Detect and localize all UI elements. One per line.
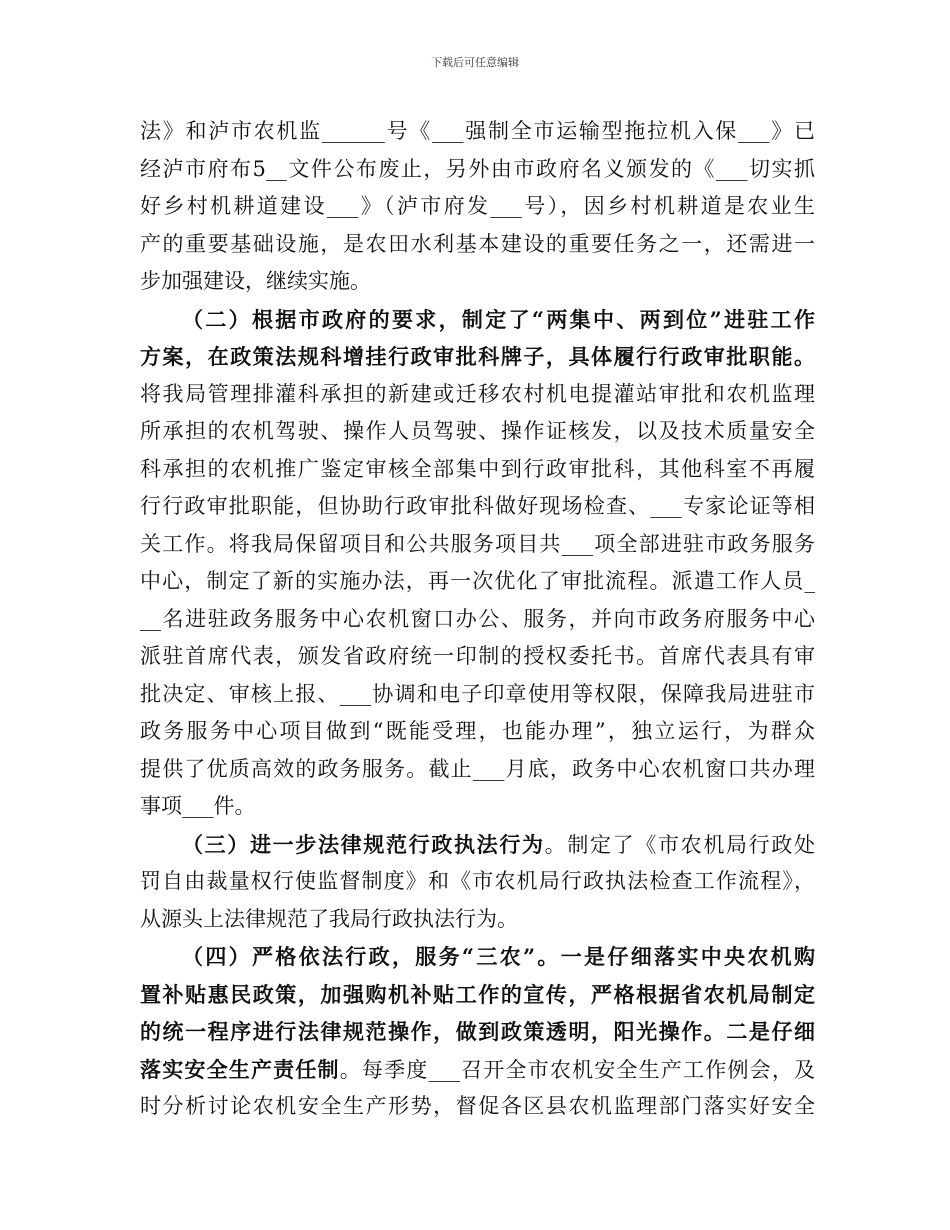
- text-fragment: 。每季度___召开全市农机安全生产工作例会，及: [339, 1057, 815, 1082]
- text-fragment: 。制定了《市农机局行政处: [544, 832, 815, 857]
- text-line: 科承担的农机推广鉴定审核全部集中到行政审批科，其他科室不再履: [140, 456, 815, 481]
- text-line: 罚自由裁量权行使监督制度》和《市农机局行政执法检查工作流程》，: [140, 869, 815, 893]
- page-header: 下载后可任意编辑: [431, 56, 519, 69]
- text-line: 法》和泸市农机监______号《___强制全市运输型拖拉机入保___》已: [140, 119, 815, 143]
- bold-phrase: 落实安全生产责任制: [140, 1056, 340, 1082]
- text-line: 好乡村机耕道建设___》（泸市府发___号），因乡村机耕道是农业生: [140, 194, 815, 218]
- section-heading-2: （二）根据市政府的要求，制定了“两集中、两到位”进驻工作: [182, 306, 815, 332]
- document-body: [140, 113, 815, 1126]
- section-heading-3: （三）进一步法律规范行政执法行为: [182, 831, 545, 857]
- section-heading-4: （四）严格依法行政，服务“三农”。一是仔细落实中央农机购: [182, 944, 815, 969]
- text-line: 将我局管理排灌科承担的新建或迁移农村机电提灌站审批和农机监理: [140, 381, 815, 406]
- text-line: 产的重要基础设施，是农田水利基本建设的重要任务之一，还需进一: [140, 231, 815, 256]
- text-line: 步加强建设，继续实施。: [140, 269, 371, 293]
- text-line: 行行政审批职能，但协助行政审批科做好现场检查、___专家论证等相: [140, 494, 815, 518]
- text-line: 政务服务中心项目做到“既能受理，也能办理”，独立运行，为群众: [140, 719, 815, 743]
- text-line: 从源头上法律规范了我局行政执法行为。: [140, 906, 518, 931]
- text-line: 所承担的农机驾驶、操作人员驾驶、操作证核发，以及技术质量安全: [140, 419, 815, 443]
- text-line-bold: 的统一程序进行法律规范操作，做到政策透明，阳光操作。二是仔细: [140, 1019, 815, 1044]
- text-line: 时分析讨论农机安全生产形势，督促各区县农机监理部门落实好安全: [140, 1094, 815, 1118]
- text-line: 事项___件。: [140, 794, 256, 818]
- section-line-3: [140, 826, 815, 864]
- text-line: 中心，制定了新的实施办法，再一次优化了审批流程。派遣工作人员_: [140, 569, 815, 593]
- text-line: 派驻首席代表，颁发省政府统一印制的授权委托书。首席代表具有审: [140, 644, 815, 668]
- text-line-bold: 置补贴惠民政策，加强购机补贴工作的宣传，严格根据省农机局制定: [140, 981, 815, 1007]
- text-line: __名进驻政务服务中心农机窗口办公、服务，并向市政务府服务中心: [140, 606, 815, 631]
- text-line: 批决定、审核上报、___协调和电子印章使用等权限，保障我局进驻市: [140, 681, 815, 706]
- mixed-line: [140, 1051, 815, 1089]
- text-line: 提供了优质高效的政务服务。截止___月底，政务中心农机窗口共办理: [140, 756, 815, 781]
- text-line: 关工作。将我局保留项目和公共服务项目共___项全部进驻市政务服务: [140, 531, 815, 556]
- text-line: 经泸市府布5__文件公布废止，另外由市政府名义颁发的《___切实抓: [140, 156, 815, 181]
- text-line-bold: 方案，在政策法规科增挂行政审批科牌子，具体履行行政审批职能。: [140, 344, 815, 369]
